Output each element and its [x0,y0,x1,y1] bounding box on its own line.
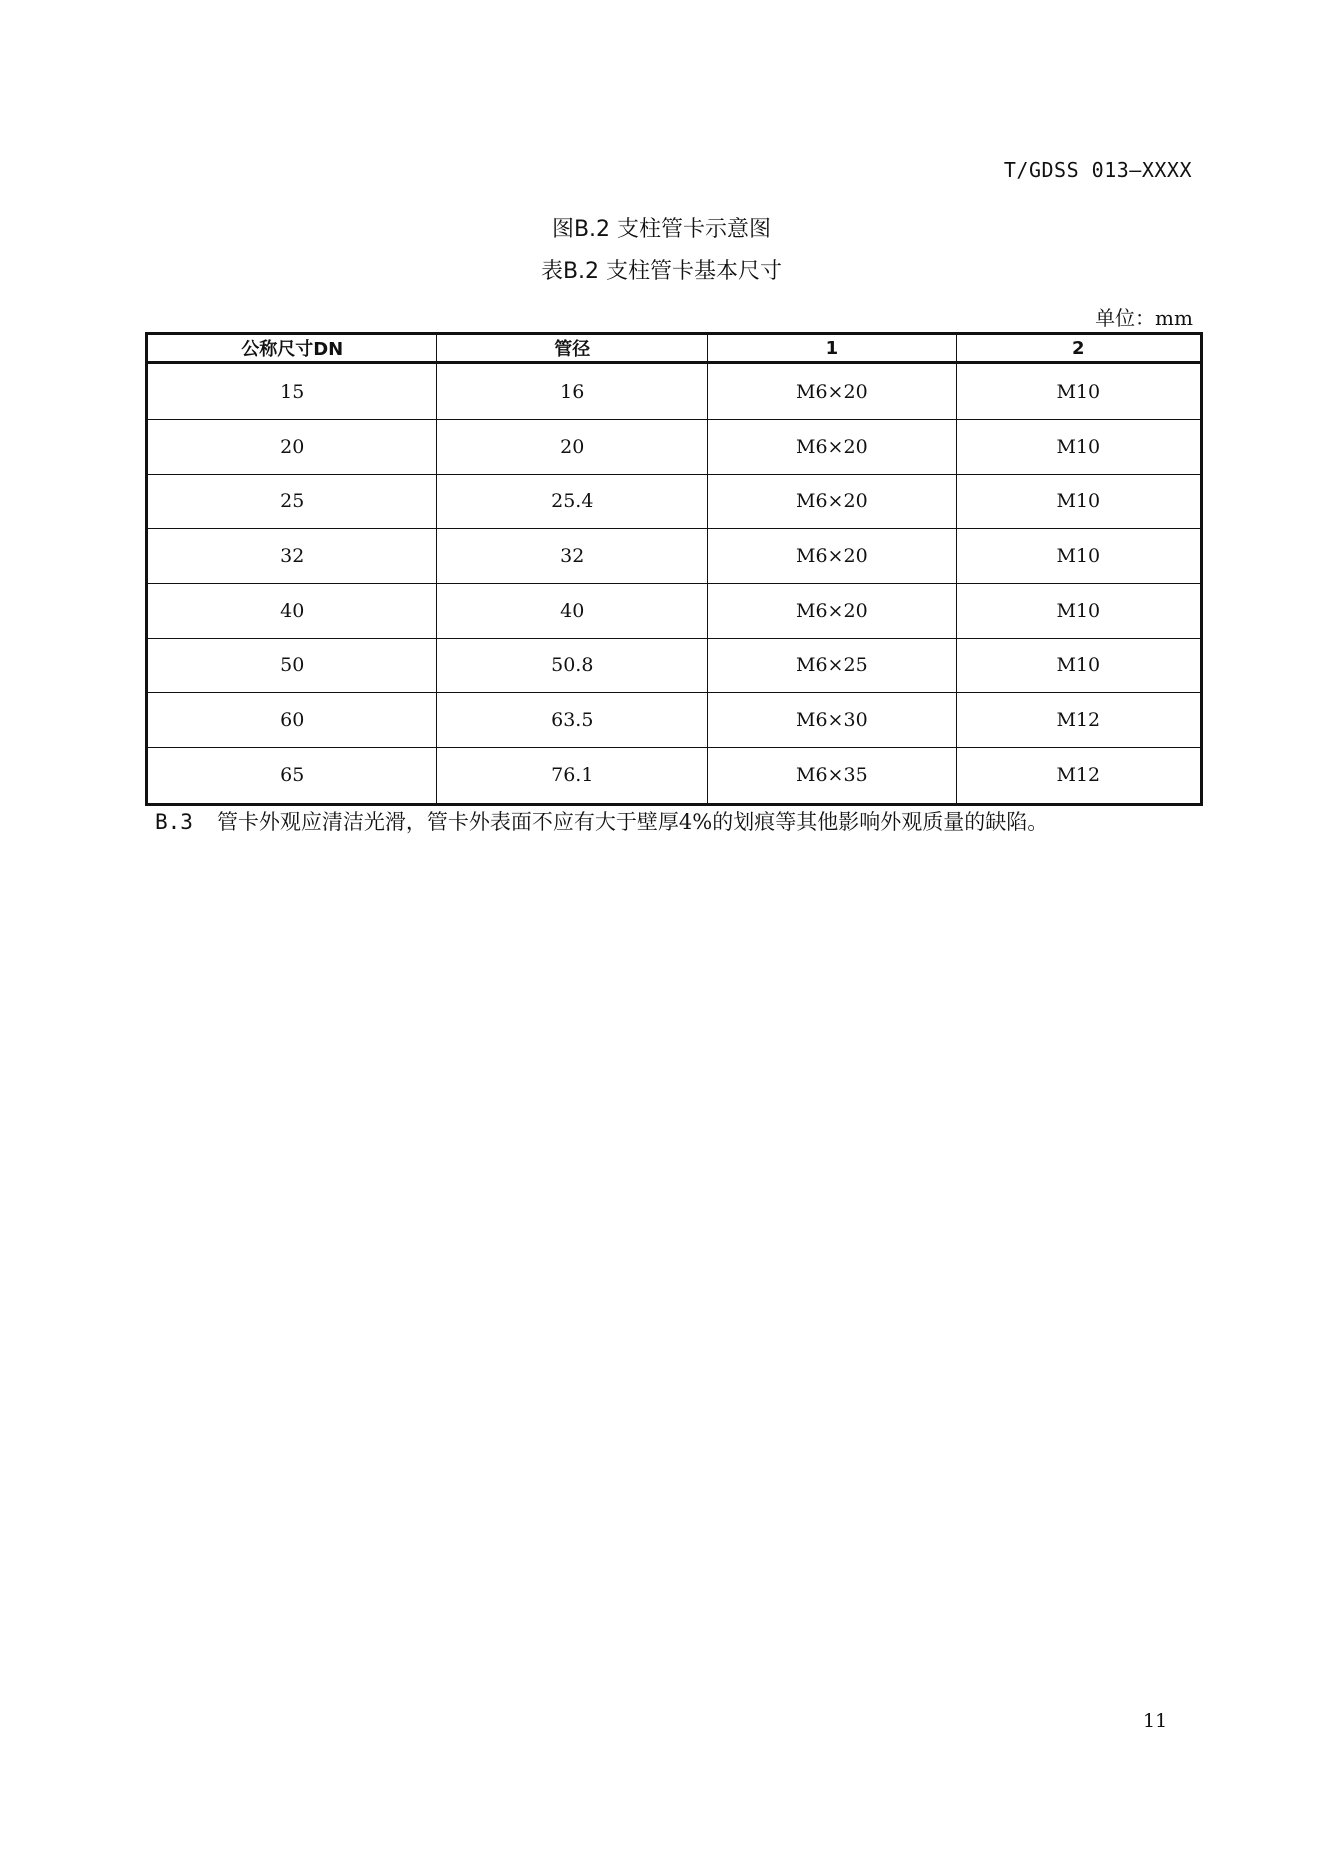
table-cell: M12 [956,693,1201,748]
table-cell: 20 [147,420,437,475]
table-cell: M6×20 [708,474,957,529]
table-cell: 20 [437,420,708,475]
table-row [147,583,1202,638]
column-header-pipe-diameter: 管径 [437,334,708,363]
table-row [147,747,1202,804]
table-row [147,693,1202,748]
dimension-table [145,332,1203,806]
table-cell: 16 [437,363,708,420]
table-cell: 40 [147,583,437,638]
table-cell: M6×20 [708,583,957,638]
table-row [147,420,1202,475]
table-cell: 50 [147,638,437,693]
column-header-nominal-size: 公称尺寸DN [147,334,437,363]
table-cell: M6×35 [708,747,957,804]
page-number: 11 [1143,1710,1168,1732]
table-cell: 25 [147,474,437,529]
table-cell: 60 [147,693,437,748]
table-row [147,474,1202,529]
table-row [147,363,1202,420]
table-cell: 32 [437,529,708,584]
table-cell: 76.1 [437,747,708,804]
document-code: T/GDSS 013—XXXX [1003,158,1192,182]
clause-b3 [155,806,1048,836]
table-cell: M6×25 [708,638,957,693]
table-cell: M6×20 [708,363,957,420]
table-cell: M10 [956,638,1201,693]
table-cell: M10 [956,474,1201,529]
table-cell: 15 [147,363,437,420]
figure-title: 图B.2 支柱管卡示意图 [551,217,772,242]
table-cell: M10 [956,363,1201,420]
clause-text: 管卡外观应清洁光滑，管卡外表面不应有大于壁厚4%的划痕等其他影响外观质量的缺陷。 [216,810,1049,834]
table-cell: 40 [437,583,708,638]
table-cell: 25.4 [437,474,708,529]
column-header-2: 2 [956,334,1201,363]
table-cell: M12 [956,747,1201,804]
table-title: 表B.2 支柱管卡基本尺寸 [540,259,783,284]
table-cell: M10 [956,529,1201,584]
table-cell: M6×20 [708,420,957,475]
table-cell: M10 [956,420,1201,475]
table-cell: 63.5 [437,693,708,748]
table-row [147,529,1202,584]
table-cell: M6×20 [708,529,957,584]
table-row [147,638,1202,693]
table-header-row [147,334,1202,363]
clause-number: B.3 [155,810,193,834]
table-cell: M6×30 [708,693,957,748]
table-cell: M10 [956,583,1201,638]
table-cell: 65 [147,747,437,804]
column-header-1: 1 [708,334,957,363]
table-cell: 32 [147,529,437,584]
table-cell: 50.8 [437,638,708,693]
table-unit: 单位：mm [1095,306,1193,330]
